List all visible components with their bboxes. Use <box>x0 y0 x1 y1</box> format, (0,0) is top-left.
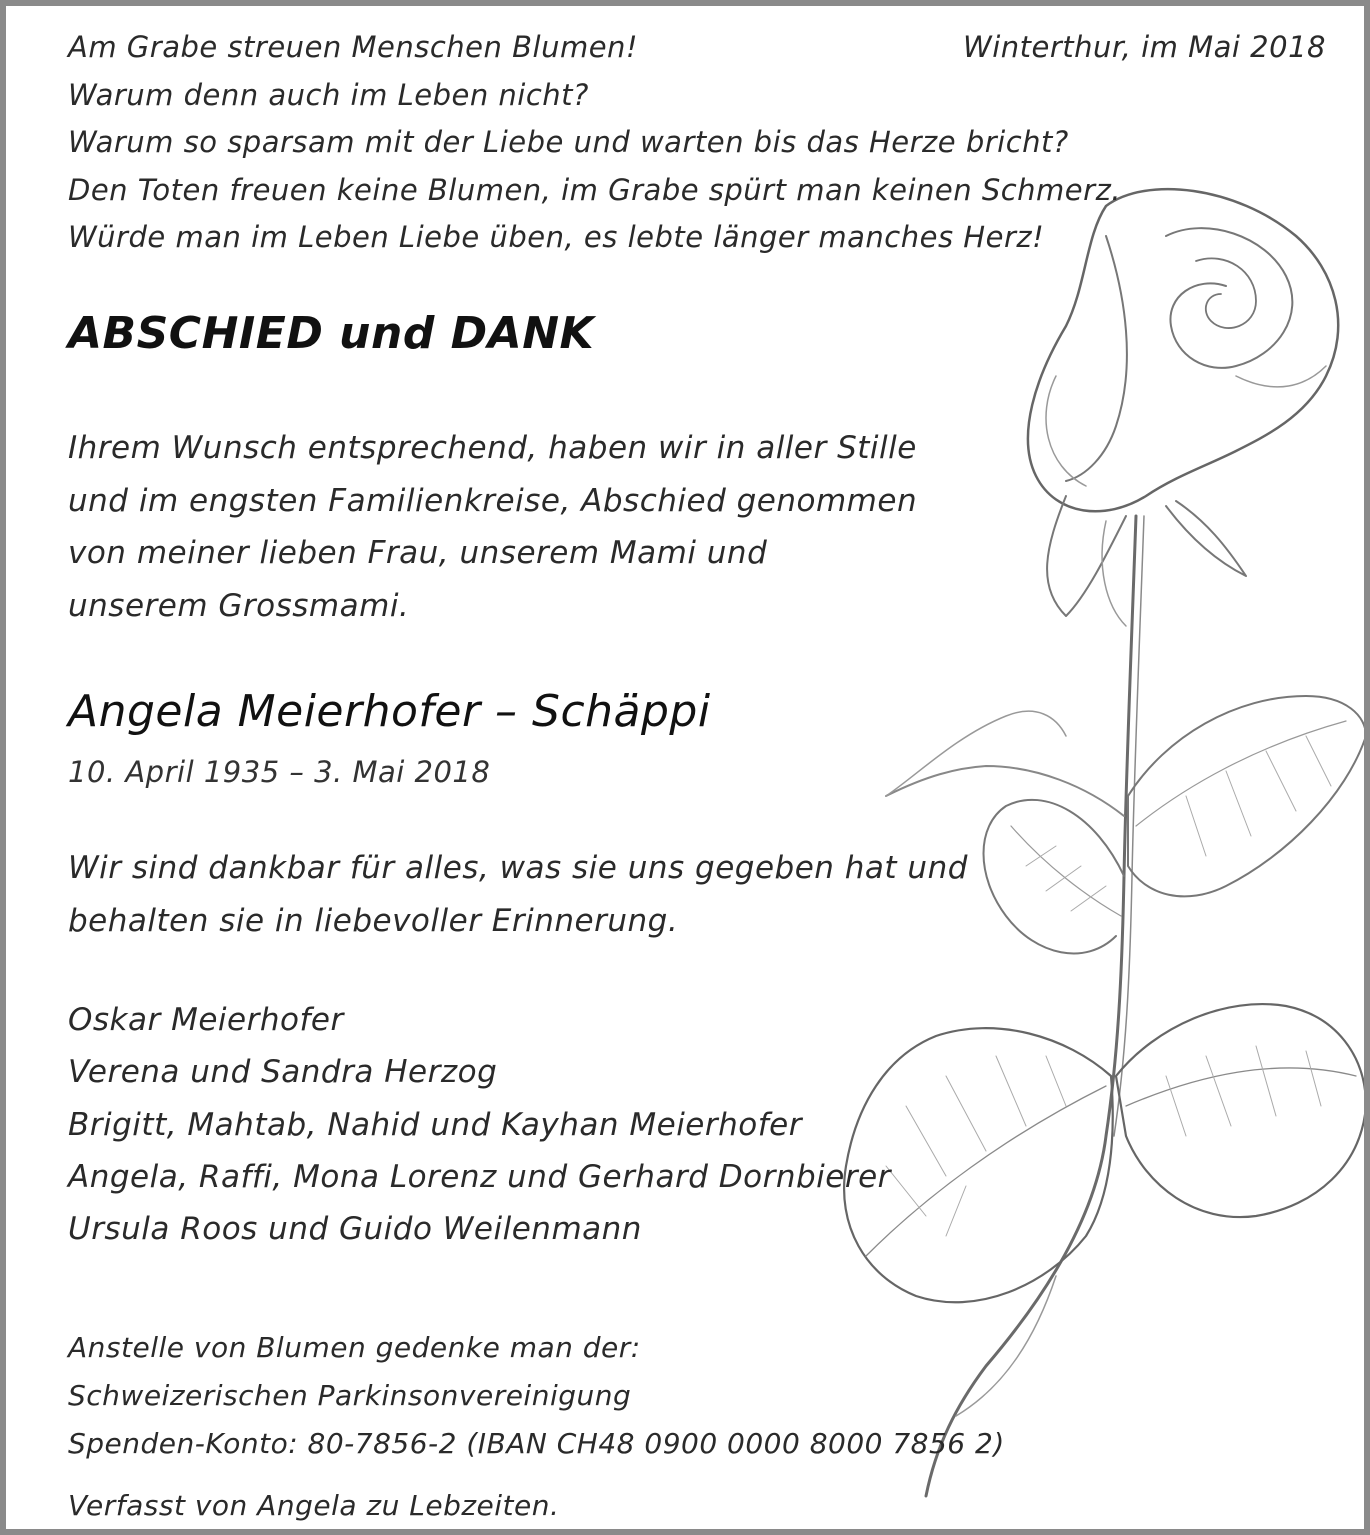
announcement-line: Ihrem Wunsch entsprechend, haben wir in aller Stille <box>68 430 917 466</box>
announcement-line: unserem Grossmami. <box>68 587 410 624</box>
thanks-line: behalten sie in liebevoller Erinnerung. <box>68 902 679 939</box>
poem-line: Würde man im Leben Liebe üben, es lebte länger manches Herz! <box>68 220 1045 254</box>
donation-line: Anstelle von Blumen gedenke man der: <box>68 1331 641 1364</box>
poem-line: Am Grabe streuen Menschen Blumen! <box>68 30 639 64</box>
footer-note: Verfasst von Angela zu Lebzeiten. <box>68 1489 560 1522</box>
donation-account: Spenden-Konto: 80-7856-2 (IBAN CH48 0900 0000 8000 7856 2) <box>68 1427 1005 1460</box>
thanks-line: Wir sind dankbar für alles, was sie uns gegeben hat und <box>68 850 968 886</box>
place-date: Winterthur, im Mai 2018 <box>963 30 1326 64</box>
poem-line: Warum denn auch im Leben nicht? <box>68 77 589 112</box>
life-dates: 10. April 1935 – 3. Mai 2018 <box>68 755 491 789</box>
thanks-paragraph <box>68 842 968 947</box>
deceased-name: Angela Meierhofer – Schäppi <box>68 686 711 737</box>
announcement-line: und im engsten Familienkreise, Abschied genommen <box>68 482 918 519</box>
announcement-line: von meiner lieben Frau, unserem Mami und <box>68 535 768 571</box>
mourners-list <box>68 994 891 1255</box>
mourner-entry: Verena und Sandra Herzog <box>68 1054 498 1091</box>
mourner-entry: Brigitt, Mahtab, Nahid und Kayhan Meierhofer <box>68 1106 802 1143</box>
poem-line: Den Toten freuen keine Blumen, im Grabe spürt man keinen Schmerz. <box>68 172 1122 207</box>
mourner-entry: Oskar Meierhofer <box>68 1002 344 1038</box>
mourner-entry: Angela, Raffi, Mona Lorenz und Gerhard Dornbierer <box>68 1158 891 1195</box>
mourner-entry: Ursula Roos und Guido Weilenmann <box>68 1211 642 1248</box>
donation-info <box>68 1324 1005 1468</box>
announcement-paragraph <box>68 422 917 632</box>
headline: ABSCHIED und DANK <box>68 308 595 359</box>
donation-line: Schweizerischen Parkinsonvereinigung <box>68 1379 632 1412</box>
poem-line: Warum so sparsam mit der Liebe und warten bis das Herze bricht? <box>68 125 1069 159</box>
